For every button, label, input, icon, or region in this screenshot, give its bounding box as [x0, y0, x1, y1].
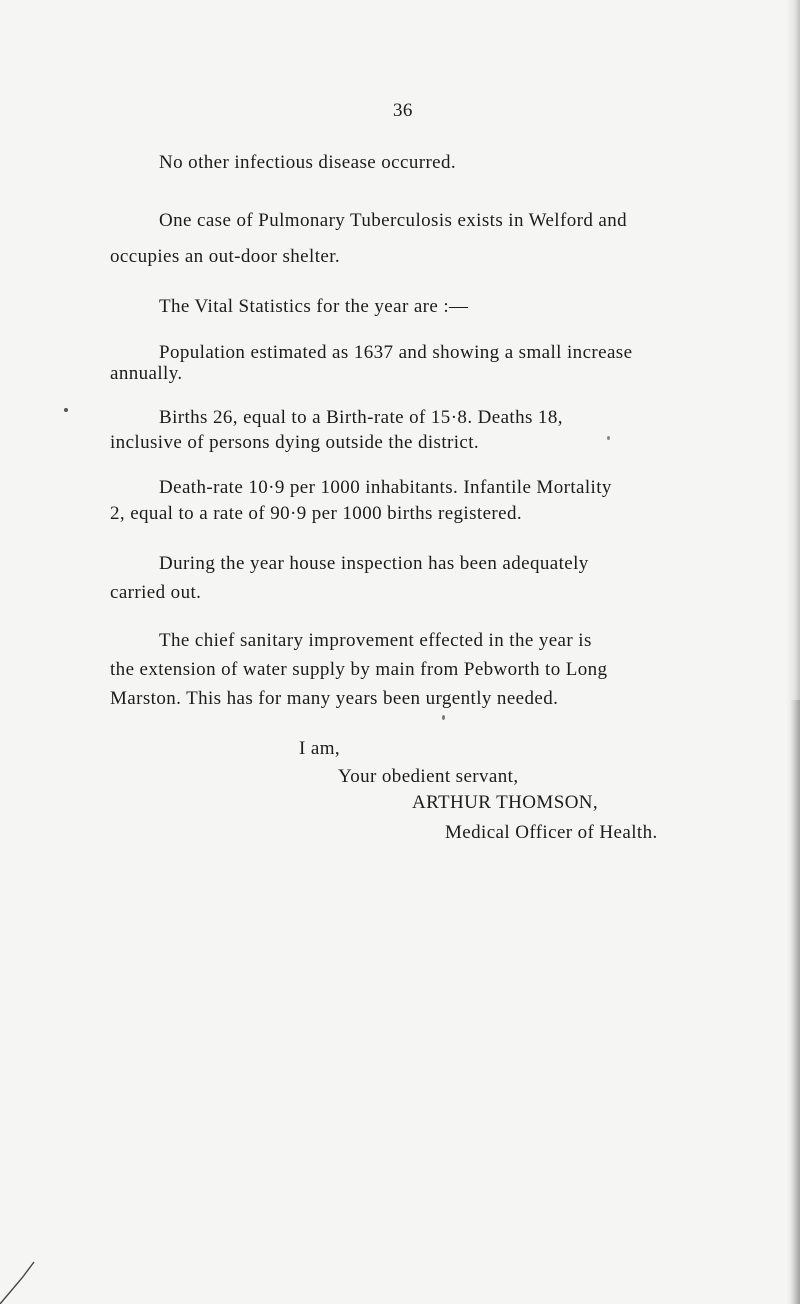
- page-edge-shadow-lower: [790, 700, 800, 1304]
- body-line-15: Marston. This has for many years been urgently needed.: [110, 688, 559, 709]
- body-line-11: During the year house inspection has been adequately: [159, 553, 589, 574]
- body-line-7: Births 26, equal to a Birth-rate of 15·8. Deaths 18,: [159, 407, 563, 428]
- body-line-3: occupies an out-door shelter.: [110, 246, 341, 267]
- scan-speck: [64, 408, 68, 412]
- signature-title: Medical Officer of Health.: [445, 822, 658, 843]
- body-line-10: 2, equal to a rate of 90·9 per 1000 births registered.: [110, 503, 523, 524]
- body-line-1: No other infectious disease occurred.: [159, 152, 457, 173]
- scan-speck: [442, 715, 445, 720]
- body-line-8: inclusive of persons dying outside the district.: [110, 432, 480, 453]
- page-number: 36: [393, 100, 413, 121]
- closing-valediction: Your obedient servant,: [338, 766, 519, 787]
- body-line-14: the extension of water supply by main from Pebworth to Long: [110, 659, 608, 680]
- body-line-9: Death-rate 10·9 per 1000 inhabitants. Infantile Mortality: [159, 477, 612, 498]
- body-line-6: annually.: [110, 363, 183, 384]
- body-line-5: Population estimated as 1637 and showing a small increase: [159, 342, 633, 363]
- body-line-13: The chief sanitary improvement effected in the year is: [159, 630, 592, 651]
- body-line-2: One case of Pulmonary Tuberculosis exists in Welford and: [159, 210, 628, 231]
- body-line-4: The Vital Statistics for the year are :—: [159, 296, 469, 317]
- closing-salutation: I am,: [299, 738, 341, 759]
- signature-name: ARTHUR THOMSON,: [412, 792, 599, 813]
- scan-speck: [607, 436, 610, 440]
- body-line-12: carried out.: [110, 582, 202, 603]
